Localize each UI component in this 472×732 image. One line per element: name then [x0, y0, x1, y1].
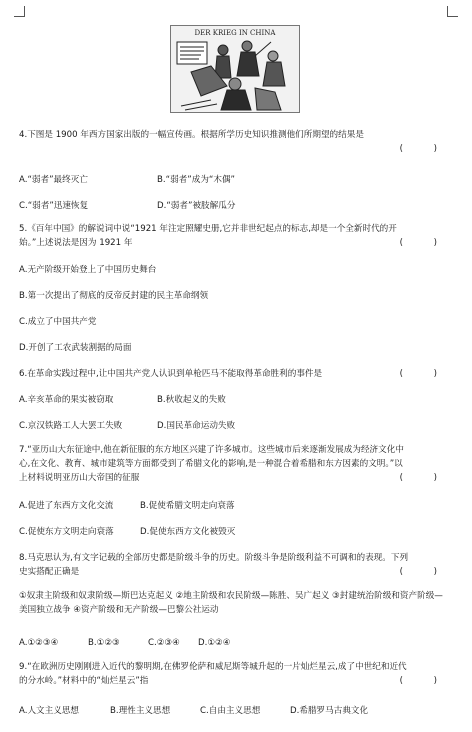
- question-4-option-b[interactable]: B.“弱者”成为“木偶”: [157, 175, 235, 185]
- question-8-items: ①奴隶主阶级和奴隶阶级—斯巴达克起义 ②地主阶级和农民阶级—陈胜、吴广起义 ③封建统治阶级和资产阶级—美国独立战争 ④资产阶级和无产阶级—巴黎公社运动: [19, 591, 443, 615]
- question-4: [19, 128, 451, 156]
- question-6-option-a[interactable]: A.辛亥革命的果实被窃取: [19, 395, 114, 405]
- crop-mark-right: [447, 6, 458, 17]
- question-9: [19, 660, 451, 688]
- question-5-option-b[interactable]: B.第一次提出了彻底的反帝反封建的民主革命纲领: [19, 291, 209, 301]
- question-7-answer-paren: ( ): [399, 473, 451, 483]
- question-5-option-a[interactable]: A.无产阶级开始登上了中国历史舞台: [19, 265, 157, 275]
- question-9-answer-paren: ( ): [399, 676, 451, 686]
- question-9-option-c[interactable]: C.自由主义思想: [200, 706, 261, 716]
- question-4-option-a[interactable]: A.“弱者”最终灭亡: [19, 175, 88, 185]
- question-8-option-b[interactable]: B.①②③: [88, 638, 120, 648]
- question-4-option-c[interactable]: C.“弱者”迅速恢复: [19, 201, 89, 211]
- question-4-option-d[interactable]: D.“弱者”被肢解瓜分: [157, 201, 236, 211]
- question-5-answer-paren: ( ): [399, 238, 451, 248]
- question-7-option-c[interactable]: C.促使东方文明走向衰落: [19, 527, 114, 537]
- question-8-option-d[interactable]: D.①②④: [198, 638, 231, 648]
- question-8-stem: 8.马克思认为,有文字记载的全部历史都是阶级斗争的历史。阶级斗争是阶级利益不可调和的表现。下列史实搭配正确是: [19, 553, 409, 577]
- question-8-option-a[interactable]: A.①②③④: [19, 638, 59, 648]
- propaganda-cartoon-image: [170, 25, 300, 113]
- question-7-stem: 7.“亚历山大东征途中,他在新征服的东方地区兴建了许多城市。这些城市后来逐渐发展成为经济文化中心,在文化、教育、城市建筑等方面都受到了希腊文化的影响,是一种混合着希腊和东方因素的文明。”以上材料说明亚历山大帝国的征服: [19, 445, 404, 483]
- question-6-option-b[interactable]: B.秋收起义的失败: [157, 395, 226, 405]
- question-9-option-d[interactable]: D.希腊罗马古典文化: [290, 706, 369, 716]
- question-6: [19, 367, 451, 381]
- question-8-answer-paren: ( ): [399, 567, 451, 577]
- question-7-option-b[interactable]: B.促使希腊文明走向衰落: [140, 501, 235, 511]
- cartoon-drawing: [171, 26, 299, 112]
- question-6-option-c[interactable]: C.京汉铁路工人大罢工失败: [19, 421, 123, 431]
- question-8: [19, 551, 451, 617]
- question-7-option-d[interactable]: D.促使东西方文化被毁灭: [140, 527, 236, 537]
- question-5-option-d[interactable]: D.开创了工农武装割据的局面: [19, 343, 132, 353]
- question-7-option-a[interactable]: A.促进了东西方文化交流: [19, 501, 114, 511]
- question-9-option-b[interactable]: B.理性主义思想: [110, 706, 171, 716]
- question-7: [19, 443, 451, 485]
- question-5-stem: 5.《百年中国》的解说词中说“1921 年注定照耀史册,它并非世纪起点的标志,却是一个全新时代的开始。”上述说法是因为 1921 年: [19, 224, 397, 248]
- question-9-option-a[interactable]: A.人文主义思想: [19, 706, 80, 716]
- question-6-answer-paren: ( ): [399, 369, 451, 379]
- question-6-stem: 6.在革命实践过程中,让中国共产党人认识到单枪匹马不能取得革命胜利的事件是: [19, 369, 323, 379]
- question-9-stem: 9.“在欧洲历史刚刚进入近代的黎明期,在佛罗伦萨和威尼斯等城升起的一片灿烂星云,成了中世纪和近代的分水岭。”材料中的“灿烂星云”指: [19, 662, 407, 686]
- question-4-answer-paren: ( ): [399, 144, 451, 154]
- crop-mark-left: [14, 6, 25, 17]
- question-5-option-c[interactable]: C.成立了中国共产党: [19, 317, 97, 327]
- question-6-option-d[interactable]: D.国民革命运动失败: [157, 421, 236, 431]
- question-4-stem: 4.下图是 1900 年西方国家出版的一幅宣传画。根据所学历史知识推测他们所期望的结果是: [19, 130, 364, 140]
- question-5: [19, 222, 451, 250]
- cartoon-caption: DER KRIEG IN CHINA: [194, 29, 276, 37]
- question-8-option-c[interactable]: C.②③④: [148, 638, 180, 648]
